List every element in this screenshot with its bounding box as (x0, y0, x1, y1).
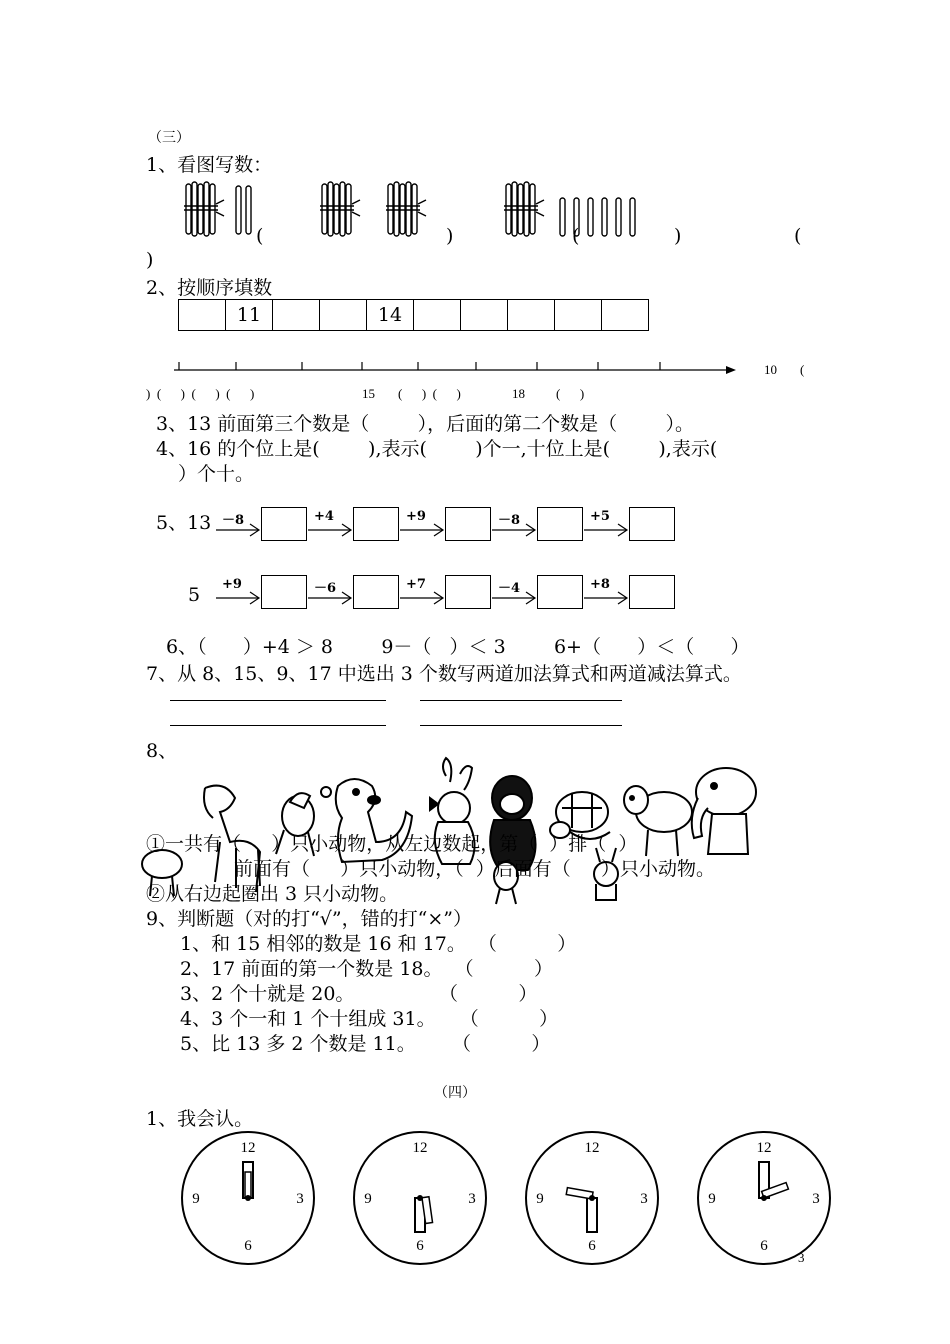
q1-blank-close-2[interactable]: ) (674, 225, 682, 247)
clock-number-12: 12 (756, 1140, 772, 1156)
numberline-blank-after-10[interactable]: ( (800, 362, 805, 377)
numberline-label-18: 18 (512, 386, 525, 401)
q8-label: 8、 (146, 740, 178, 762)
q8-text-line2: 前面有（ ）只小动物，（ ）后面有（ ）只小动物。 (234, 858, 715, 880)
q5-answer-box[interactable] (537, 507, 583, 541)
numberline-label-10: 10 (764, 362, 777, 377)
q5-r2-op: －6 (314, 581, 337, 596)
q5-r2-op: +9 (222, 577, 242, 592)
q5-answer-box[interactable] (353, 507, 399, 541)
section-header-4: （四） (434, 1085, 476, 1101)
q9-item: 2、17 前面的第一个数是 18。 （ ） (180, 958, 553, 980)
q5-r1-op: +9 (406, 509, 426, 524)
q9-item: 3、2 个十就是 20。 （ ） (180, 983, 538, 1005)
seq-cell[interactable] (414, 300, 461, 331)
q5-answer-box[interactable] (445, 575, 491, 609)
q2-title: 2、按顺序填数 (146, 277, 273, 299)
q5-answer-box[interactable] (353, 575, 399, 609)
clock-number-9: 9 (192, 1191, 200, 1207)
clock-number-9: 9 (708, 1191, 716, 1207)
q5-r2-op: －4 (498, 581, 521, 596)
clock-icon (698, 1132, 830, 1264)
q1-blank-close-1[interactable]: ) (446, 225, 454, 247)
clock-icon (182, 1132, 314, 1264)
seq-cell[interactable] (461, 300, 508, 331)
numberline-blanks[interactable]: ) ( ) ( ) ( ) (146, 386, 255, 401)
q9-title: 9、判断题（对的打“√”，错的打“×”） (146, 908, 472, 930)
q4-text-line1: 4、16 的个位上是( ),表示( )个一,十位上是( ),表示( (156, 438, 718, 460)
q8-text-line1: ①一共有（ ）只小动物，从左边数起，第（ ）排（ ） (146, 833, 638, 855)
numberline-blank-after-18[interactable]: ( ) (556, 386, 585, 401)
q5-r1-op: +5 (590, 509, 610, 524)
q6-text: 6、（ ）+4 ＞ 8 9－（ ）＜ 3 6+（ ）＜（ ） (166, 636, 750, 658)
clock-number-6: 6 (588, 1238, 596, 1254)
clock-number-12: 12 (584, 1140, 600, 1156)
q5-row1-start: 5、13 (156, 512, 212, 534)
q7-answer-line[interactable] (420, 725, 622, 726)
q5-r1-op: －8 (222, 513, 245, 528)
q9-item: 4、3 个一和 1 个十组成 31。 （ ） (180, 1008, 559, 1030)
q9-item: 1、和 15 相邻的数是 16 和 17。 （ ） (180, 933, 577, 955)
sequence-table (178, 299, 649, 331)
clock-number-6: 6 (760, 1238, 768, 1254)
clock-icon (354, 1132, 486, 1264)
section-header-3: （三） (148, 130, 190, 146)
q7-answer-line[interactable] (170, 725, 386, 726)
q7-answer-line[interactable] (170, 700, 386, 701)
s4-q1-title: 1、我会认。 (146, 1108, 254, 1130)
q3-text: 3、13 前面第三个数是（ ），后面的第二个数是（ ）。 (156, 413, 694, 435)
q4-text-line2: ）个十。 (178, 463, 255, 485)
seq-cell[interactable] (273, 300, 320, 331)
q5-answer-box[interactable] (261, 507, 307, 541)
seq-cell: 11 (226, 300, 273, 331)
numberline-label-15: 15 (362, 386, 375, 401)
q9-item: 5、比 13 多 2 个数是 11。 （ ） (180, 1033, 551, 1055)
q5-r1-op: +4 (314, 509, 334, 524)
q5-answer-box[interactable] (261, 575, 307, 609)
q8-text-line3: ②从右边起圈出 3 只小动物。 (146, 883, 399, 905)
elephant-icon (692, 768, 756, 854)
page-number: 3 (798, 1250, 805, 1265)
q5-r1-op: －8 (498, 513, 521, 528)
q7-text: 7、从 8、15、9、17 中选出 3 个数写两道加法算式和两道减法算式。 (146, 663, 742, 685)
q5-answer-box[interactable] (445, 507, 491, 541)
clock-number-12: 12 (412, 1140, 428, 1156)
clock-number-9: 9 (364, 1191, 372, 1207)
q5-r2-op: +8 (590, 577, 610, 592)
q1-blank-open-2[interactable]: ( (572, 225, 580, 247)
number-line (0, 356, 950, 386)
clock-number-3: 3 (812, 1191, 820, 1207)
clock-number-9: 9 (536, 1191, 544, 1207)
sticks-figure (0, 180, 950, 260)
clock-number-3: 3 (296, 1191, 304, 1207)
seq-cell: 14 (367, 300, 414, 331)
q1-title: 1、看图写数： (146, 154, 273, 176)
clock-number-3: 3 (468, 1191, 476, 1207)
seq-cell[interactable] (179, 300, 226, 331)
q5-answer-box[interactable] (629, 575, 675, 609)
seq-cell[interactable] (602, 300, 649, 331)
seq-cell[interactable] (555, 300, 602, 331)
clocks-figure (0, 1126, 950, 1286)
numberline-blank-after-15[interactable]: ( ) ( ) (398, 386, 461, 401)
q1-blank-close-3[interactable]: ) (146, 249, 154, 271)
clock-number-3: 3 (640, 1191, 648, 1207)
clock-number-6: 6 (244, 1238, 252, 1254)
q5-answer-box[interactable] (629, 507, 675, 541)
q1-blank-open-3[interactable]: ( (794, 225, 802, 247)
clock-icon (526, 1132, 658, 1264)
q5-answer-box[interactable] (537, 575, 583, 609)
clock-number-6: 6 (416, 1238, 424, 1254)
clock-number-12: 12 (240, 1140, 256, 1156)
q7-answer-line[interactable] (420, 700, 622, 701)
q5-r2-op: +7 (406, 577, 426, 592)
seq-cell[interactable] (508, 300, 555, 331)
q5-row2-start: 5 (188, 584, 201, 606)
seq-cell[interactable] (320, 300, 367, 331)
q1-blank-open-1[interactable]: ( (256, 225, 264, 247)
